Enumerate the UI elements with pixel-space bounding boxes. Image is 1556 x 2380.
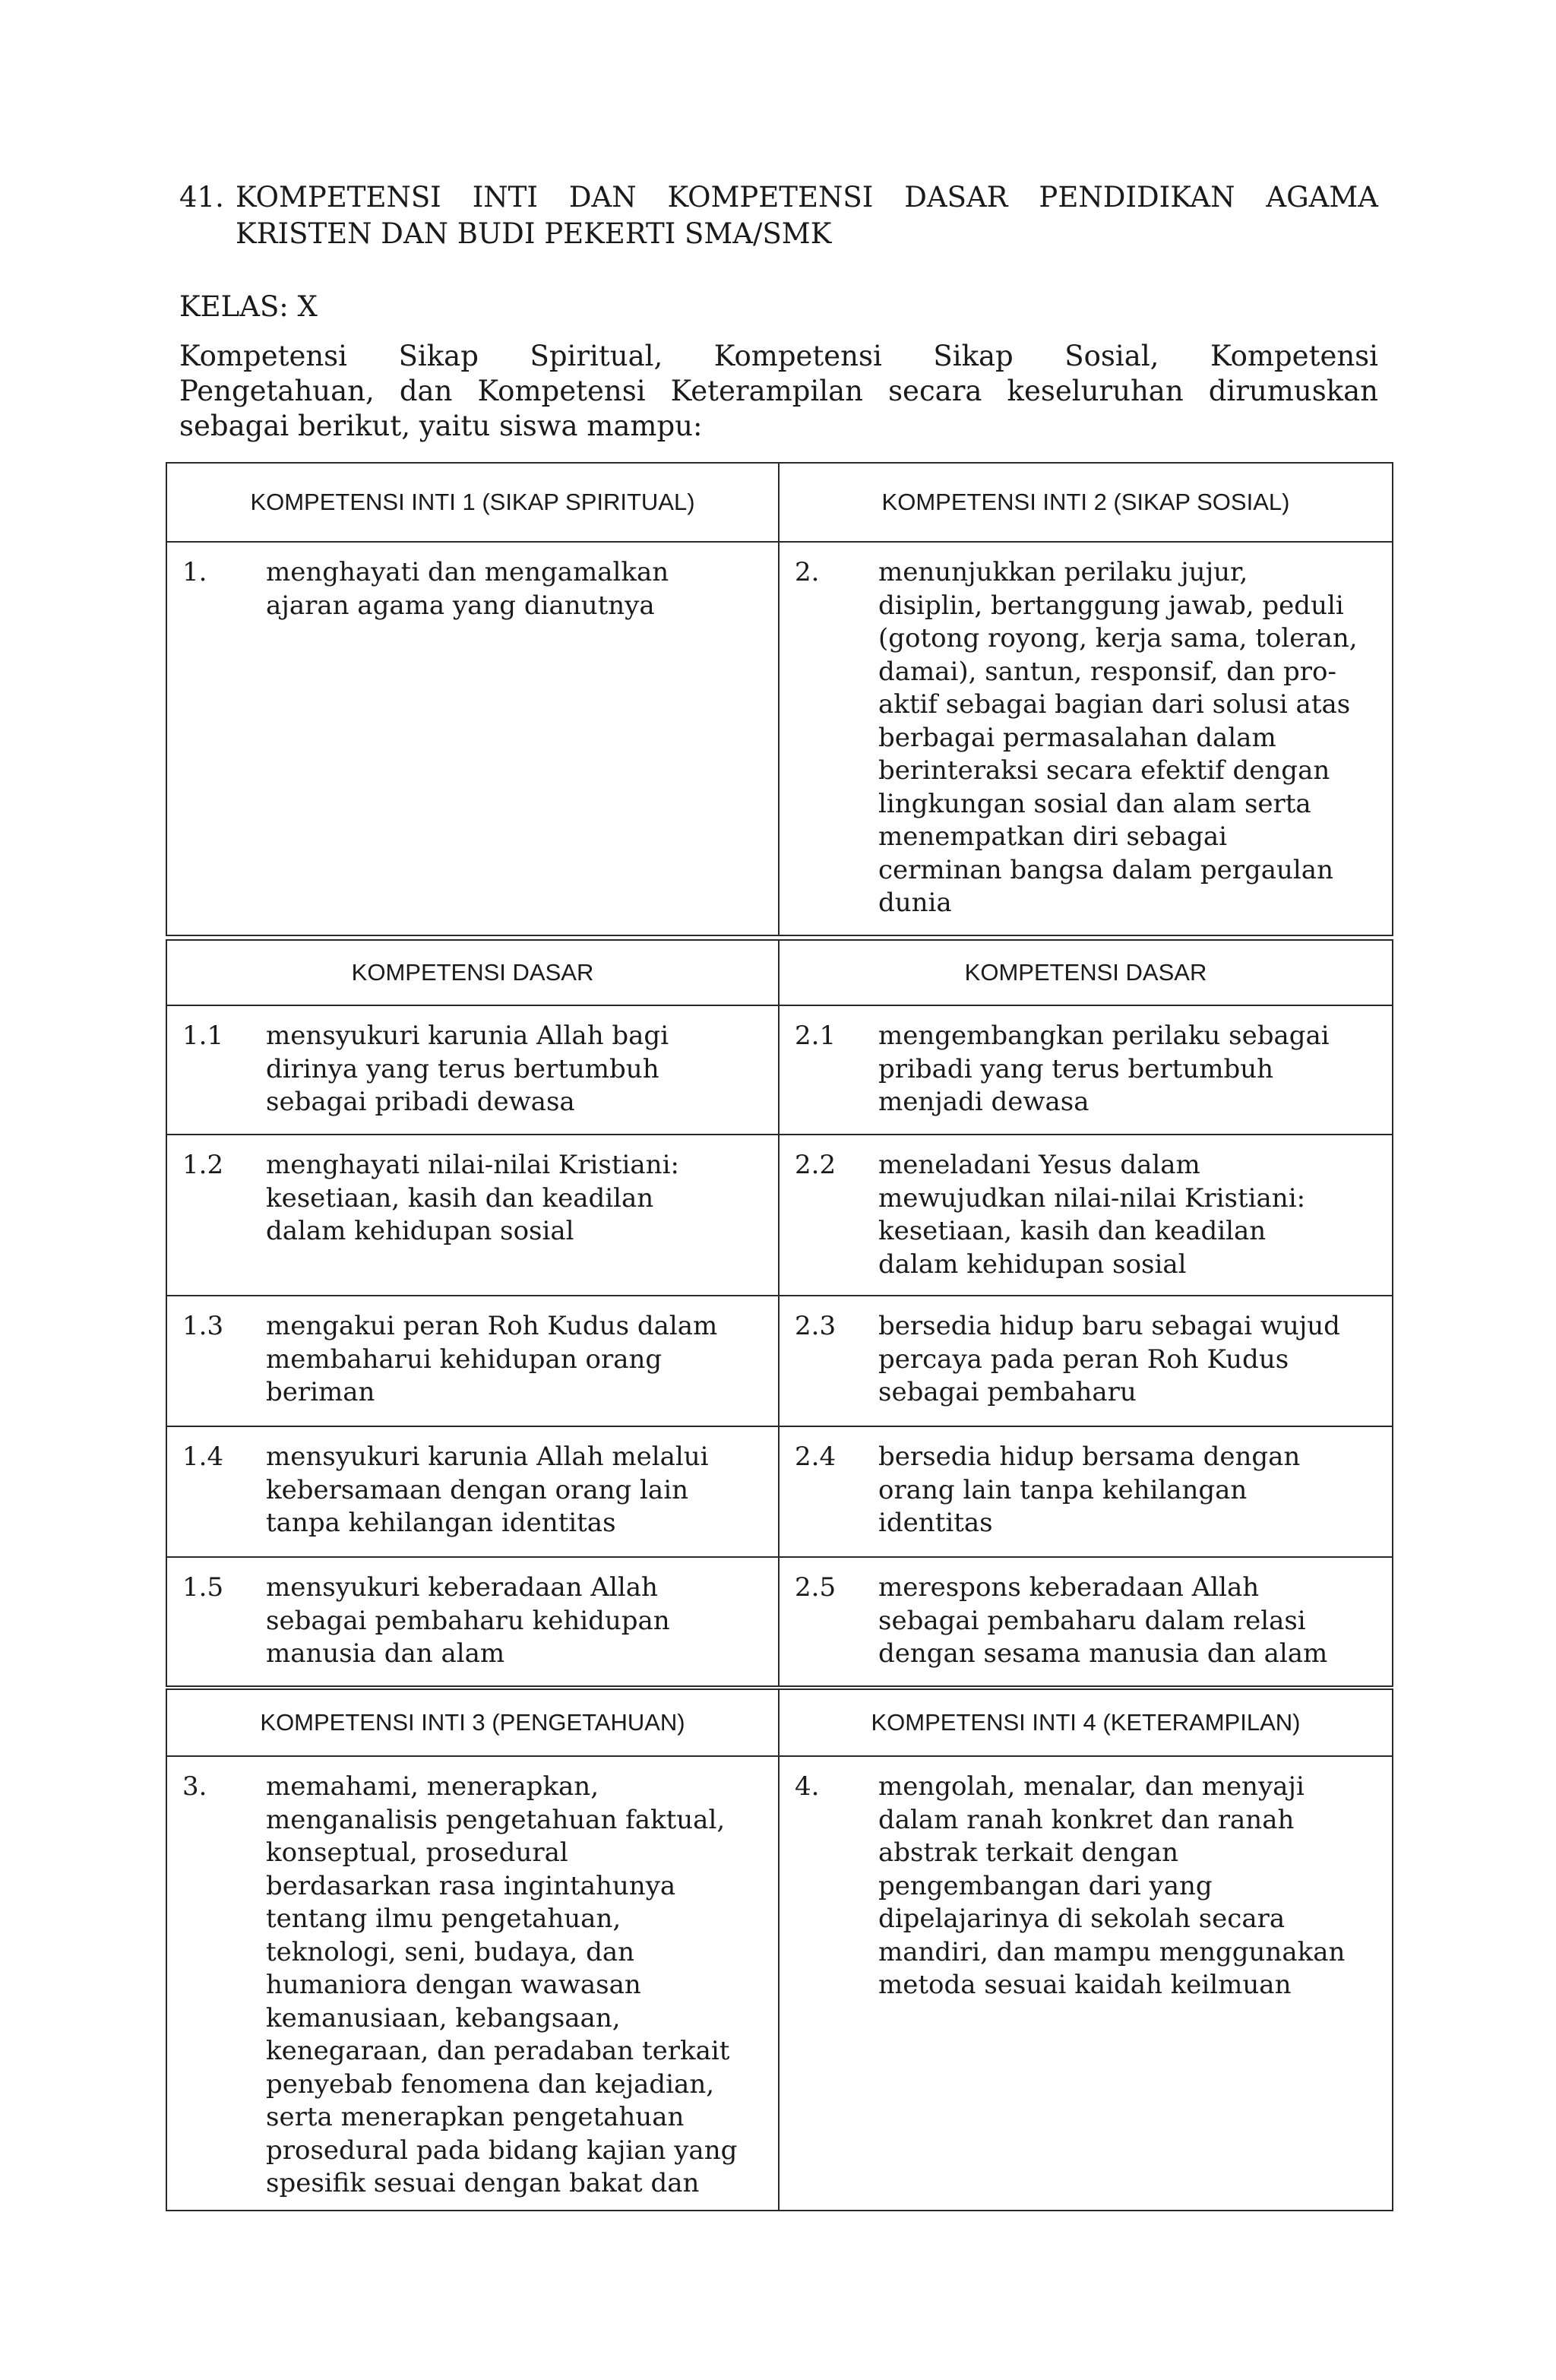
kd-text: mensyukuri karunia Allah melalui kebersamaan dengan orang lain tanpa kehilangan identitas bbox=[266, 1442, 709, 1538]
kd-text: mensyukuri keberadaan Allah sebagai pembaharu kehidupan manusia dan alam bbox=[266, 1572, 670, 1669]
kd-text: mensyukuri karunia Allah bagi dirinya yang terus bertumbuh sebagai pribadi dewasa bbox=[266, 1021, 669, 1117]
intro-paragraph bbox=[179, 339, 1378, 444]
heading-number: 41. bbox=[179, 181, 224, 214]
ki4-number: 4. bbox=[795, 1771, 820, 1802]
ki4-text: mengolah, menalar, dan menyaji dalam ranah konkret dan ranah abstrak terkait dengan pengembangan dari yang dipelajarinya di sekolah secara mandiri, dan mampu menggunakan metoda sesuai kaidah keilmuan bbox=[878, 1771, 1346, 2000]
kd-row bbox=[166, 1296, 1393, 1426]
ki2-header: KOMPETENSI INTI 2 (SIKAP SOSIAL) bbox=[779, 463, 1393, 542]
heading-line-2: KRISTEN DAN BUDI PEKERTI SMA/SMK bbox=[236, 217, 832, 250]
intro-line-2: Pengetahuan, dan Kompetensi Keterampilan secara keseluruhan dirumuskan bbox=[179, 375, 1378, 407]
intro-line-1: Kompetensi Sikap Spiritual, Kompetensi Sikap Sosial, Kompetensi bbox=[179, 340, 1378, 372]
kd-text: bersedia hidup bersama dengan orang lain tanpa kehilangan identitas bbox=[878, 1442, 1301, 1538]
kd-text: merespons keberadaan Allah sebagai pembaharu dalam relasi dengan sesama manusia dan alam bbox=[878, 1572, 1328, 1669]
kd-text: bersedia hidup baru sebagai wujud percaya pada peran Roh Kudus sebagai pembaharu bbox=[878, 1311, 1340, 1407]
kd-header-left: KOMPETENSI DASAR bbox=[166, 940, 779, 1005]
kd-text: mengembangkan perilaku sebagai pribadi yang terus bertumbuh menjadi dewasa bbox=[878, 1021, 1330, 1117]
kd-text: menghayati nilai-nilai Kristiani: kesetiaan, kasih dan keadilan dalam kehidupan sosial bbox=[266, 1150, 679, 1246]
kd-row bbox=[166, 1005, 1393, 1135]
kd-text: mengakui peran Roh Kudus dalam membaharui kehidupan orang beriman bbox=[266, 1311, 718, 1407]
ki1-number: 1. bbox=[182, 557, 207, 587]
ki4-header: KOMPETENSI INTI 4 (KETERAMPILAN) bbox=[779, 1689, 1393, 1756]
ki2-text: menunjukkan perilaku jujur, disiplin, bertanggung jawab, peduli (gotong royong, kerja sama, toleran, damai), santun, responsif, dan pro- aktif sebagai bagian dari solusi atas berbagai permasalahan dalam berinteraksi secara efektif dengan lingkungan sosial dan alam serta menempatkan diri sebagai cerminan bangsa dalam pergaulan dunia bbox=[878, 557, 1358, 918]
kd-number: 2.1 bbox=[795, 1021, 837, 1051]
kd-number: 1.2 bbox=[182, 1150, 224, 1180]
kd-number: 1.3 bbox=[182, 1311, 224, 1341]
kd-table bbox=[166, 939, 1393, 1687]
ki-pengetahuan-table bbox=[166, 1688, 1393, 2211]
kd-row bbox=[166, 1426, 1393, 1557]
kd-number: 1.5 bbox=[182, 1572, 224, 1603]
ki4-cell bbox=[779, 1756, 1393, 2211]
kd-header-right: KOMPETENSI DASAR bbox=[779, 940, 1393, 1005]
kd-number: 1.1 bbox=[182, 1021, 224, 1051]
ki3-header: KOMPETENSI INTI 3 (PENGETAHUAN) bbox=[166, 1689, 779, 1756]
kd-number: 2.5 bbox=[795, 1572, 837, 1603]
kd-number: 2.3 bbox=[795, 1311, 837, 1341]
kd-number: 2.2 bbox=[795, 1150, 837, 1180]
ki3-cell bbox=[166, 1756, 779, 2211]
kd-row bbox=[166, 1557, 1393, 1686]
ki1-text: menghayati dan mengamalkan ajaran agama yang dianutnya bbox=[266, 557, 669, 621]
ki-sikap-table bbox=[166, 462, 1393, 936]
class-label: KELAS: X bbox=[179, 290, 318, 323]
kd-number: 2.4 bbox=[795, 1442, 837, 1472]
ki3-text: memahami, menerapkan, menganalisis pengetahuan faktual, konseptual, prosedural berdasarkan rasa ingintahunya tentang ilmu pengetahuan, teknologi, seni, budaya, dan humaniora dengan wawasan kemanusiaan, kebangsaan, kenegaraan, dan peradaban terkait penyebab fenomena dan kejadian, serta menerapkan pengetahuan prosedural pada bidang kajian yang spesifik sesuai dengan bakat dan bbox=[266, 1771, 738, 2198]
kd-row bbox=[166, 1135, 1393, 1296]
ki1-cell bbox=[166, 542, 779, 935]
ki2-cell bbox=[779, 542, 1393, 935]
kd-text: meneladani Yesus dalam mewujudkan nilai-nilai Kristiani: kesetiaan, kasih dan keadilan dalam kehidupan sosial bbox=[878, 1150, 1306, 1280]
intro-line-3: sebagai berikut, yaitu siswa mampu: bbox=[179, 410, 703, 442]
ki2-number: 2. bbox=[795, 557, 820, 587]
ki1-header: KOMPETENSI INTI 1 (SIKAP SPIRITUAL) bbox=[166, 463, 779, 542]
ki3-number: 3. bbox=[182, 1771, 207, 1802]
kd-number: 1.4 bbox=[182, 1442, 224, 1472]
heading-line-1: KOMPETENSI INTI DAN KOMPETENSI DASAR PENDIDIKAN AGAMA bbox=[236, 181, 1378, 214]
